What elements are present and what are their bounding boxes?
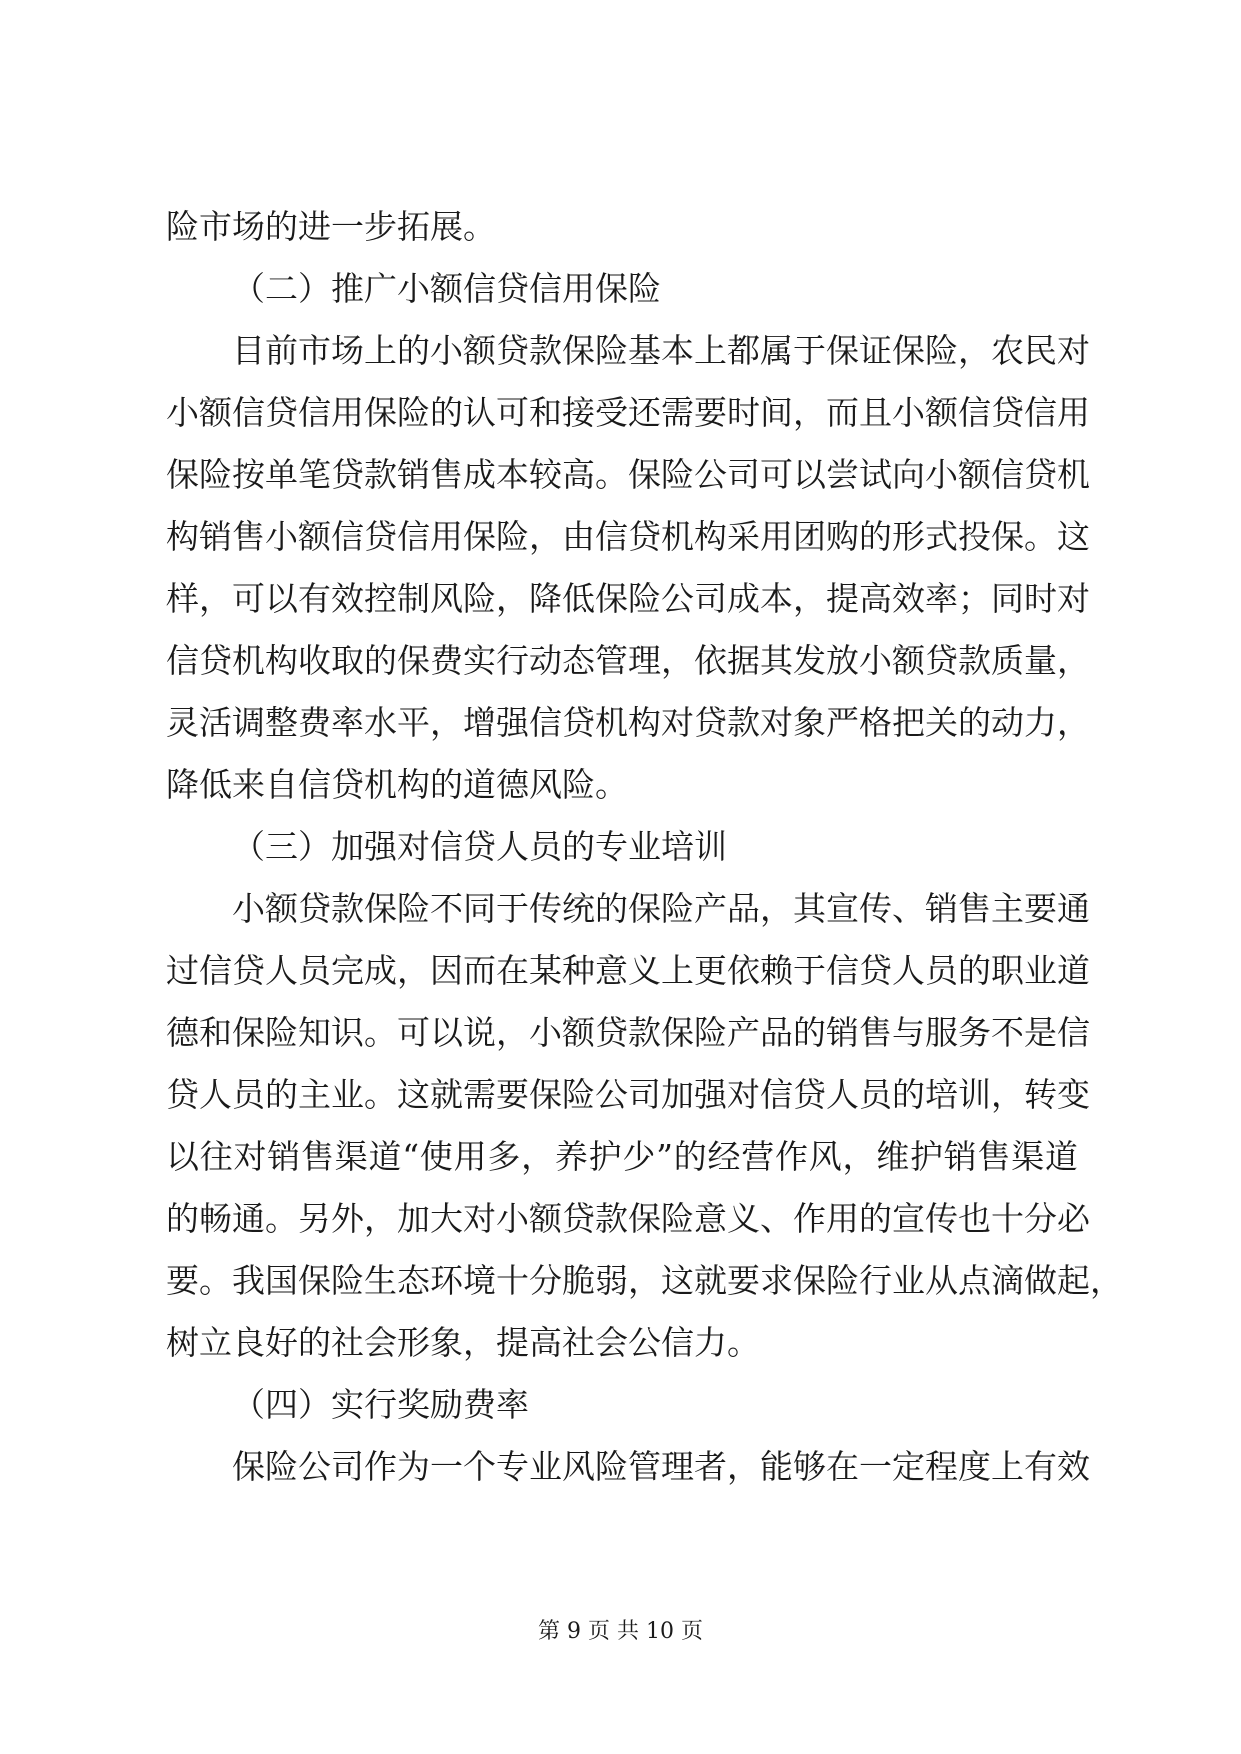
page-footer [0,1614,1241,1645]
document-body [166,196,1123,1498]
text-line: 德和保险知识。可以说，小额贷款保险产品的销售与服务不是信 [166,1013,1090,1052]
section-heading: （三）加强对信贷人员的专业培训 [232,827,727,866]
text-line: 贷人员的主业。这就需要保险公司加强对信贷人员的培训，转变 [166,1075,1090,1114]
text-line: 样，可以有效控制风险，降低保险公司成本，提高效率；同时对 [166,579,1090,618]
section-heading: （二）推广小额信贷信用保险 [232,269,661,308]
text-line: 的畅通。另外，加大对小额贷款保险意义、作用的宣传也十分必 [166,1199,1090,1238]
text-line: 构销售小额信贷信用保险，由信贷机构采用团购的形式投保。这 [166,517,1090,556]
section-heading: （四）实行奖励费率 [232,1385,529,1424]
text-line: 灵活调整费率水平，增强信贷机构对贷款对象严格把关的动力， [166,703,1090,742]
text-line: 小额贷款保险不同于传统的保险产品，其宣传、销售主要通 [232,889,1090,928]
text-line: 险市场的进一步拓展。 [166,207,496,246]
text-line: 保险公司作为一个专业风险管理者，能够在一定程度上有效 [232,1447,1090,1486]
text-line: 信贷机构收取的保费实行动态管理，依据其发放小额贷款质量， [166,641,1090,680]
text-line: 树立良好的社会形象，提高社会公信力。 [166,1323,760,1362]
text-line: 降低来自信贷机构的道德风险。 [166,765,628,804]
text-line: 过信贷人员完成，因而在某种意义上更依赖于信贷人员的职业道 [166,951,1090,990]
text-line: 要。我国保险生态环境十分脆弱，这就要求保险行业从点滴做起， [166,1261,1123,1300]
text-line: 以往对销售渠道“使用多，养护少”的经营作风，维护销售渠道 [166,1137,1078,1176]
text-line: 保险按单笔贷款销售成本较高。保险公司可以尝试向小额信贷机 [166,455,1090,494]
page-number-label: 第 9 页 共 10 页 [538,1619,703,1644]
text-line: 目前市场上的小额贷款保险基本上都属于保证保险，农民对 [232,331,1090,370]
text-line: 小额信贷信用保险的认可和接受还需要时间，而且小额信贷信用 [166,393,1090,432]
